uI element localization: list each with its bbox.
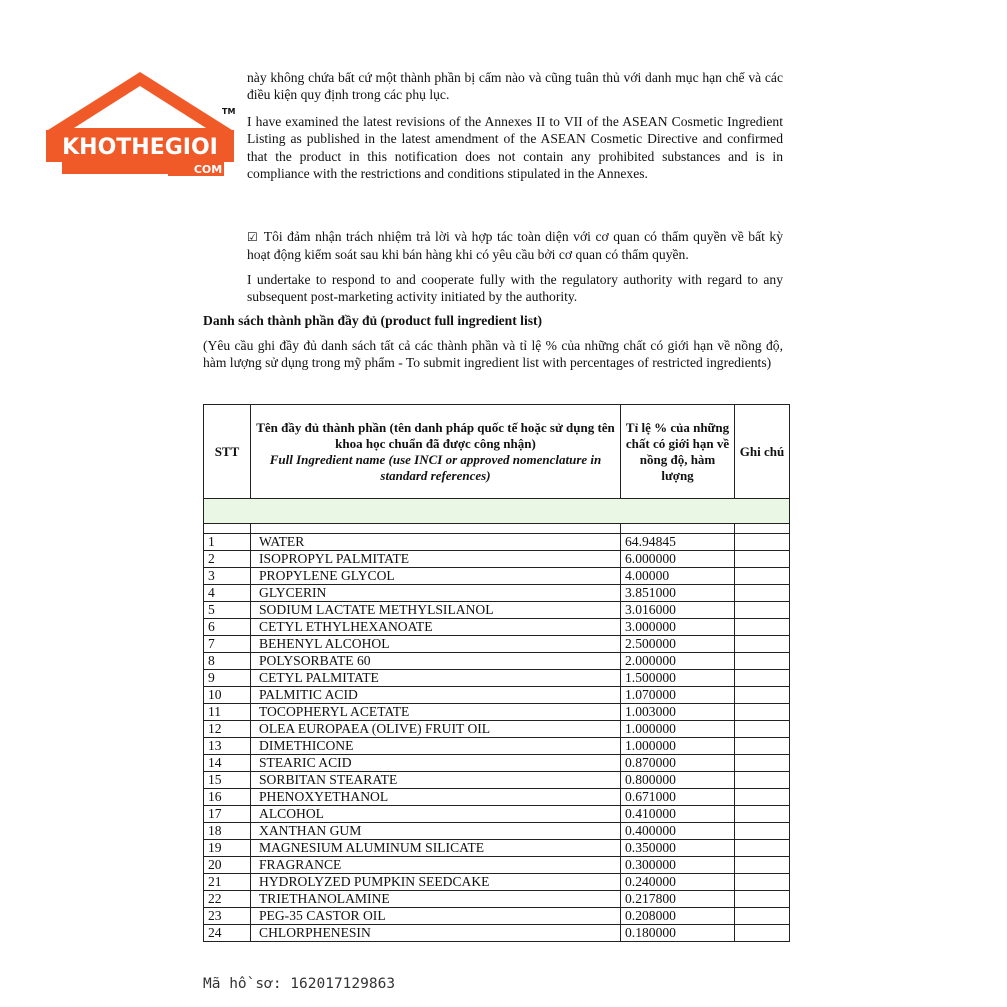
cell-percentage: 0.870000 bbox=[621, 755, 735, 772]
table-header-row bbox=[204, 405, 790, 499]
cell-note bbox=[735, 925, 790, 942]
cell-note bbox=[735, 585, 790, 602]
table-row bbox=[204, 602, 790, 619]
table-row bbox=[204, 806, 790, 823]
undertaking-paragraph-en: I undertake to respond to and cooperate fully with the regulatory authority with regard to any subsequent post-marketing activity initiated by the authority. bbox=[247, 272, 783, 305]
cell-note bbox=[735, 823, 790, 840]
cell-note bbox=[735, 755, 790, 772]
undertaking-paragraph-vn bbox=[247, 228, 783, 264]
cell-ingredient-name: ALCOHOL bbox=[251, 806, 621, 823]
table-row bbox=[204, 568, 790, 585]
cell-stt: 16 bbox=[204, 789, 251, 806]
cell-stt: 15 bbox=[204, 772, 251, 789]
cell-note bbox=[735, 840, 790, 857]
cell-note bbox=[735, 874, 790, 891]
table-row bbox=[204, 653, 790, 670]
cell-stt: 7 bbox=[204, 636, 251, 653]
table-row bbox=[204, 840, 790, 857]
table-row bbox=[204, 551, 790, 568]
cell-stt: 13 bbox=[204, 738, 251, 755]
declaration-paragraph-en: I have examined the latest revisions of the Annexes II to VII of the ASEAN Cosmetic Ingredient Listing as published in the latest amendment of the ASEAN Cosmetic Directive and confirmed that the product in this notification does not contain any prohibited substances and is in compliance with the restrictions and conditions stipulated in the Annexes. bbox=[247, 114, 783, 182]
cell-ingredient-name: WATER bbox=[251, 534, 621, 551]
cell-stt: 4 bbox=[204, 585, 251, 602]
header-name-en: Full Ingredient name (use INCI or approved nomenclature in standard references) bbox=[269, 451, 602, 483]
cell-note bbox=[735, 602, 790, 619]
logo-subtext: COM bbox=[193, 163, 223, 176]
cell-percentage: 64.94845 bbox=[621, 534, 735, 551]
cell-percentage: 3.851000 bbox=[621, 585, 735, 602]
cell-ingredient-name: CETYL ETHYLHEXANOATE bbox=[251, 619, 621, 636]
cell-note bbox=[735, 721, 790, 738]
cell-note bbox=[735, 636, 790, 653]
cell-stt: 17 bbox=[204, 806, 251, 823]
cell-stt: 5 bbox=[204, 602, 251, 619]
cell-percentage: 0.300000 bbox=[621, 857, 735, 874]
cell-stt: 12 bbox=[204, 721, 251, 738]
cell-percentage: 0.350000 bbox=[621, 840, 735, 857]
cell-stt: 23 bbox=[204, 908, 251, 925]
dossier-number: Mã hồ sơ: 162017129863 bbox=[203, 976, 396, 992]
cell-percentage: 3.016000 bbox=[621, 602, 735, 619]
cell-stt: 10 bbox=[204, 687, 251, 704]
cell-percentage: 1.000000 bbox=[621, 738, 735, 755]
cell-stt: 22 bbox=[204, 891, 251, 908]
cell-percentage: 3.000000 bbox=[621, 619, 735, 636]
cell-stt: 8 bbox=[204, 653, 251, 670]
table-row bbox=[204, 857, 790, 874]
cell-ingredient-name: GLYCERIN bbox=[251, 585, 621, 602]
cell-note bbox=[735, 568, 790, 585]
header-stt: STT bbox=[204, 405, 251, 499]
cell-ingredient-name: PHENOXYETHANOL bbox=[251, 789, 621, 806]
cell-note bbox=[735, 891, 790, 908]
cell-stt: 2 bbox=[204, 551, 251, 568]
cell-stt: 1 bbox=[204, 534, 251, 551]
cell-stt: 9 bbox=[204, 670, 251, 687]
cell-ingredient-name: SODIUM LACTATE METHYLSILANOL bbox=[251, 602, 621, 619]
table-row bbox=[204, 925, 790, 942]
cell-stt: 20 bbox=[204, 857, 251, 874]
ingredient-list-note: (Yêu cầu ghi đầy đủ danh sách tất cả các thành phần và tỉ lệ % của những chất có giới hạn về nồng độ, hàm lượng sử dụng trong mỹ phẩm - To submit ingredient list with percentages of restricted ingredients) bbox=[203, 338, 783, 371]
cell-ingredient-name: ISOPROPYL PALMITATE bbox=[251, 551, 621, 568]
cell-stt: 11 bbox=[204, 704, 251, 721]
cell-ingredient-name: FRAGRANCE bbox=[251, 857, 621, 874]
table-row bbox=[204, 585, 790, 602]
cell-note bbox=[735, 704, 790, 721]
cell-note bbox=[735, 619, 790, 636]
table-row bbox=[204, 704, 790, 721]
cell-ingredient-name: SORBITAN STEARATE bbox=[251, 772, 621, 789]
cell-percentage: 4.00000 bbox=[621, 568, 735, 585]
cell-stt: 14 bbox=[204, 755, 251, 772]
cell-percentage: 1.003000 bbox=[621, 704, 735, 721]
cell-note bbox=[735, 670, 790, 687]
table-row bbox=[204, 891, 790, 908]
cell-note bbox=[735, 534, 790, 551]
cell-percentage: 0.240000 bbox=[621, 874, 735, 891]
cell-percentage: 1.070000 bbox=[621, 687, 735, 704]
table-row bbox=[204, 874, 790, 891]
cell-ingredient-name: CHLORPHENESIN bbox=[251, 925, 621, 942]
cell-percentage: 6.000000 bbox=[621, 551, 735, 568]
cell-percentage: 2.500000 bbox=[621, 636, 735, 653]
cell-stt: 18 bbox=[204, 823, 251, 840]
header-percentage: Tỉ lệ % của những chất có giới hạn về nồng độ, hàm lượng bbox=[621, 405, 735, 499]
table-row bbox=[204, 687, 790, 704]
table-row bbox=[204, 789, 790, 806]
cell-stt: 6 bbox=[204, 619, 251, 636]
cell-percentage: 0.180000 bbox=[621, 925, 735, 942]
cell-note bbox=[735, 806, 790, 823]
table-row bbox=[204, 738, 790, 755]
cell-percentage: 1.000000 bbox=[621, 721, 735, 738]
cell-ingredient-name: XANTHAN GUM bbox=[251, 823, 621, 840]
table-row bbox=[204, 670, 790, 687]
cell-ingredient-name: HYDROLYZED PUMPKIN SEEDCAKE bbox=[251, 874, 621, 891]
cell-ingredient-name: TRIETHANOLAMINE bbox=[251, 891, 621, 908]
cell-ingredient-name: PROPYLENE GLYCOL bbox=[251, 568, 621, 585]
cell-percentage: 0.671000 bbox=[621, 789, 735, 806]
table-row bbox=[204, 772, 790, 789]
logo-trademark: TM bbox=[222, 107, 236, 116]
cell-ingredient-name: DIMETHICONE bbox=[251, 738, 621, 755]
cell-ingredient-name: POLYSORBATE 60 bbox=[251, 653, 621, 670]
table-spacer-row bbox=[204, 524, 790, 534]
cell-ingredient-name: PEG-35 CASTOR OIL bbox=[251, 908, 621, 925]
cell-stt: 3 bbox=[204, 568, 251, 585]
table-row bbox=[204, 823, 790, 840]
cell-stt: 19 bbox=[204, 840, 251, 857]
cell-ingredient-name: MAGNESIUM ALUMINUM SILICATE bbox=[251, 840, 621, 857]
cell-note bbox=[735, 738, 790, 755]
cell-note bbox=[735, 687, 790, 704]
cell-note bbox=[735, 653, 790, 670]
cell-note bbox=[735, 908, 790, 925]
cell-ingredient-name: STEARIC ACID bbox=[251, 755, 621, 772]
cell-stt: 21 bbox=[204, 874, 251, 891]
cell-note bbox=[735, 772, 790, 789]
table-row bbox=[204, 636, 790, 653]
declaration-paragraph-vn: này không chứa bất cứ một thành phần bị cấm nào và cũng tuân thủ với danh mục hạn chế và các điều kiện quy định trong các phụ lục. bbox=[247, 70, 783, 103]
cell-stt: 24 bbox=[204, 925, 251, 942]
cell-percentage: 0.217800 bbox=[621, 891, 735, 908]
checkbox-checked-icon: ☑ bbox=[247, 230, 258, 244]
cell-percentage: 0.800000 bbox=[621, 772, 735, 789]
cell-percentage: 2.000000 bbox=[621, 653, 735, 670]
table-band-row bbox=[204, 499, 790, 524]
cell-note bbox=[735, 551, 790, 568]
cell-percentage: 1.500000 bbox=[621, 670, 735, 687]
cell-ingredient-name: PALMITIC ACID bbox=[251, 687, 621, 704]
header-ingredient-name bbox=[251, 405, 621, 499]
cell-ingredient-name: OLEA EUROPAEA (OLIVE) FRUIT OIL bbox=[251, 721, 621, 738]
table-row bbox=[204, 534, 790, 551]
table-row bbox=[204, 755, 790, 772]
logo-text: KHOTHEGIOI bbox=[62, 135, 218, 160]
ingredient-list-heading: Danh sách thành phần đầy đủ (product full ingredient list) bbox=[203, 313, 543, 328]
cell-ingredient-name: TOCOPHERYL ACETATE bbox=[251, 704, 621, 721]
table-row bbox=[204, 619, 790, 636]
undertaking-text-vn: Tôi đảm nhận trách nhiệm trả lời và hợp tác toàn diện với cơ quan có thẩm quyền về bất kỳ hoạt động kiểm soát sau khi bán hàng khi có yêu cầu bởi cơ quan có thẩm quyền. bbox=[247, 229, 783, 263]
cell-note bbox=[735, 789, 790, 806]
cell-percentage: 0.410000 bbox=[621, 806, 735, 823]
khothegioi-logo bbox=[40, 68, 240, 178]
header-name-vn: Tên đầy đủ thành phần (tên danh pháp quốc tế hoặc sử dụng tên khoa học chuẩn đã được công nhận) bbox=[256, 419, 615, 451]
table-row bbox=[204, 721, 790, 738]
cell-note bbox=[735, 857, 790, 874]
header-note: Ghi chú bbox=[735, 405, 790, 499]
cell-ingredient-name: BEHENYL ALCOHOL bbox=[251, 636, 621, 653]
table-row bbox=[204, 908, 790, 925]
cell-ingredient-name: CETYL PALMITATE bbox=[251, 670, 621, 687]
ingredient-table bbox=[203, 404, 790, 942]
cell-percentage: 0.208000 bbox=[621, 908, 735, 925]
cell-percentage: 0.400000 bbox=[621, 823, 735, 840]
